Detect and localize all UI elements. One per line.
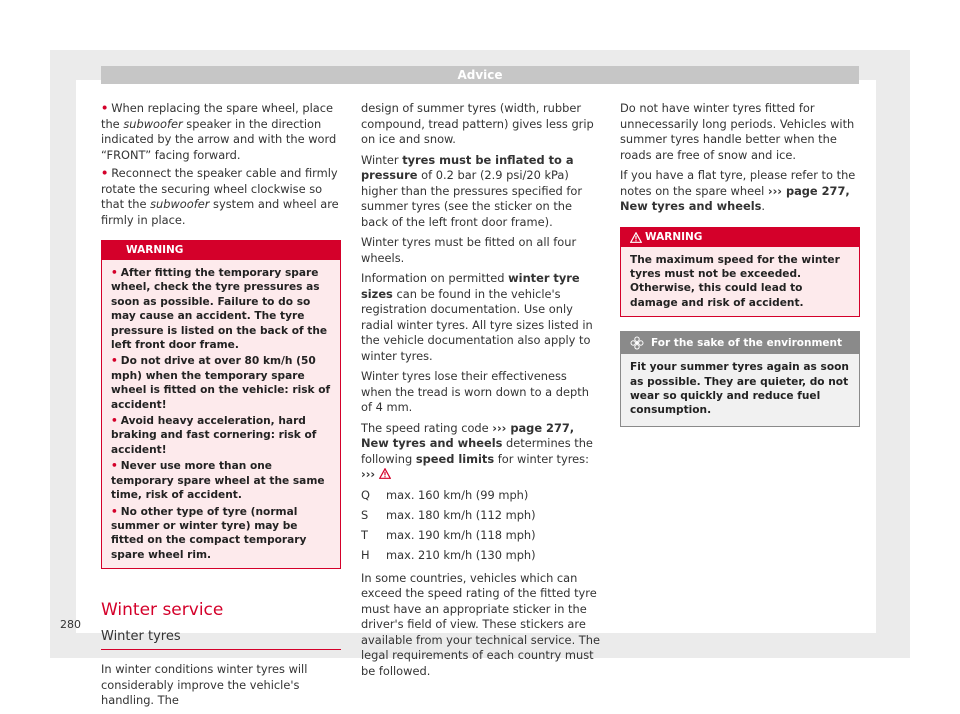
- flower-icon: [630, 336, 644, 350]
- page-link[interactable]: ››› page 277, New tyres and wheels: [361, 420, 575, 450]
- bullet-icon: •: [101, 166, 109, 180]
- paragraph: In some countries, vehicles which can exceed the speed rating of the fitted tyre must have an appropriate sticker in the driver's field of view. These stickers are available from your technical service. The legal requirements of each country must be followed.: [361, 570, 600, 678]
- column-2: [361, 101, 601, 684]
- environment-header: For the sake of the environment: [621, 332, 859, 354]
- warning-icon: [630, 232, 642, 243]
- paragraph: design of summer tyres (width, rubber compound, tread pattern) gives less grip on ice and snow.: [361, 101, 594, 146]
- page-number: 280: [60, 618, 81, 631]
- warning-item: • No other type of tyre (normal summer or winter tyre) may be fitted on the compact temporary spare wheel rim.: [111, 505, 307, 561]
- warning-box: [101, 240, 341, 569]
- warning-box: [620, 227, 860, 318]
- warning-item: • After fitting the temporary spare wheel, check the tyre pressures as soon as possible. Failure to do so may cause an accident. The tyre pressure is listed on the back of the left front door frame.: [111, 267, 328, 352]
- speed-rating-table: [361, 488, 536, 568]
- paragraph: Winter tyres must be fitted on all four wheels.: [361, 235, 577, 265]
- warning-header: WARNING: [621, 228, 859, 247]
- intro-paragraph: In winter conditions winter tyres will considerably improve the vehicle's handling. The: [101, 662, 308, 708]
- bullet-icon: •: [101, 101, 109, 115]
- heading-divider: [101, 649, 341, 650]
- page-link[interactable]: ››› page 277, New tyres and wheels: [620, 183, 850, 213]
- column-3: [620, 101, 860, 427]
- warning-item: • Never use more than one temporary spare wheel at the same time, risk of accident.: [111, 460, 325, 502]
- table-row: Q max. 160 km/h (99 mph): [361, 487, 529, 502]
- warning-header: WARNING: [102, 241, 340, 260]
- column-1: [101, 101, 341, 714]
- environment-box: [620, 331, 860, 427]
- bullet-item: • Reconnect the speaker cable and firmly rotate the securing wheel clockwise so that the subwoofer system and wheel are firmly in place.: [101, 166, 339, 227]
- warning-item: • Do not drive at over 80 km/h (50 mph) when the temporary spare wheel is fitted on the vehicle: risk of accident!: [111, 355, 331, 411]
- table-row: H max. 210 km/h (130 mph): [361, 547, 536, 562]
- paragraph: Winter tyres lose their effectiveness when the tread is worn down to a depth of 4 mm.: [361, 369, 589, 414]
- warning-body: The maximum speed for the winter tyres must not be exceeded. Otherwise, this could lead to damage and risk of accident.: [630, 253, 840, 309]
- subsection-title: Winter tyres: [101, 628, 181, 644]
- section-title: Winter service: [101, 600, 224, 621]
- table-row: T max. 190 km/h (118 mph): [361, 527, 536, 542]
- paragraph: Winter tyres must be inflated to a pressure of 0.2 bar (2.9 psi/20 kPa) higher than the pressures specified for summer tyres (see the sticker on the back of the left front door frame).: [361, 152, 583, 229]
- warning-ref-icon: [379, 468, 391, 479]
- cross-ref-link[interactable]: ›››: [361, 467, 376, 481]
- paragraph: If you have a flat tyre, please refer to the notes on the spare wheel ››› page 277, New tyres and wheels.: [620, 168, 856, 213]
- paragraph: Information on permitted winter tyre sizes can be found in the vehicle's registration documentation. Use only radial winter tyres. All tyre sizes listed in the vehicle documentation also apply to winter tyres.: [361, 271, 593, 363]
- bullet-item: • When replacing the spare wheel, place the subwoofer speaker in the direction indicated by the arrow and with the word “FRONT” facing forward.: [101, 101, 337, 162]
- table-row: S max. 180 km/h (112 mph): [361, 507, 536, 522]
- warning-item: • Avoid heavy acceleration, hard braking and fast cornering: risk of accident!: [111, 415, 317, 456]
- section-heading-block: [101, 600, 341, 650]
- section-banner: Advice: [101, 66, 859, 84]
- paragraph: Do not have winter tyres fitted for unnecessarily long periods. Vehicles with summer tyres handle better when the roads are free of snow and ice.: [620, 101, 855, 162]
- environment-body: Fit your summer tyres again as soon as possible. They are quieter, do not wear so quickly and reduce fuel consumption.: [630, 361, 849, 417]
- warning-body: [102, 260, 340, 568]
- paragraph: The speed rating code ››› page 277, New tyres and wheels determines the following speed limits for winter tyres: ›››: [361, 420, 593, 481]
